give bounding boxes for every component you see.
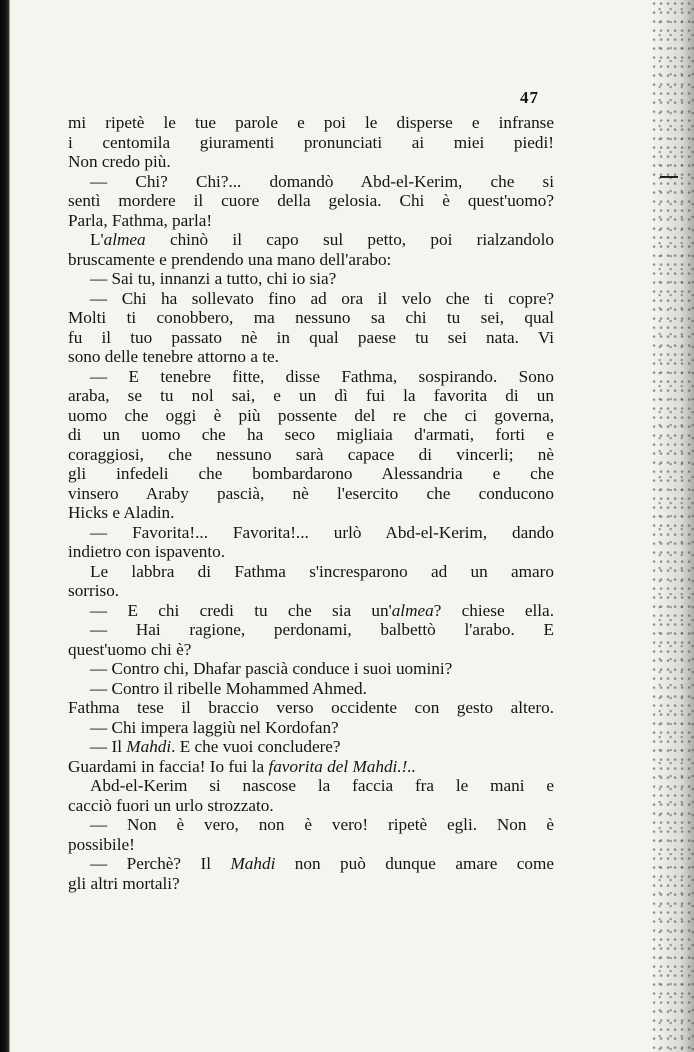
text-line [68,659,554,679]
text-line [68,328,554,348]
text-segment: Non credo più. [68,152,171,171]
text-segment: — Contro chi, Dhafar pascià conduce i suoi uomini? [90,659,453,678]
text-segment: cacciò fuori un urlo strozzato. [68,795,274,815]
text-segment: — Chi ha sollevato fino ad ora il velo che ti copre? [90,288,554,308]
text-line [68,620,554,640]
text-segment: Le labbra di Fathma s'incresparono ad un amaro [90,561,554,581]
text-line [68,133,554,153]
text-line [68,718,554,738]
text-segment: Molti ti conobbero, ma nessuno sa chi tu sei, qual [68,308,554,327]
text-segment: L' [90,230,104,249]
text-line [68,425,554,445]
text-line [68,113,554,133]
text-line [68,367,554,387]
text-line [68,211,554,231]
text-line [68,347,554,367]
text-line [68,484,554,504]
text-line [68,406,554,426]
text-line [68,601,554,621]
text-segment: — Favorita!... Favorita!... urlò Abd-el-Kerim, dando [90,522,554,542]
text-segment: gli infedeli che bombardarono Alessandria e che [68,464,554,483]
text-segment: — Hai ragione, perdonami, balbettò l'arabo. E [90,620,554,639]
text-segment: fu il tuo passato nè in qual paese tu sei nata. Vi [68,327,554,347]
text-segment: . E che vuoi concludere? [171,737,341,756]
text-segment: Parla, Fathma, parla! [68,210,213,230]
text-segment: gli altri mortali? [68,873,180,893]
text-line [68,835,554,855]
text-segment: — Non è vero, non è vero! ripetè egli. Non è [90,815,554,834]
text-segment: di un uomo che ha seco migliaia d'armati, forti e [68,425,554,444]
text-line [68,874,554,894]
text-line [68,679,554,699]
text-segment: — Chi? Chi?... domandò Abd-el-Kerim, che si [90,171,554,191]
italic-text: favorita del Mahdi.!.. [268,756,416,776]
text-segment: — Chi impera laggiù nel Kordofan? [90,717,339,737]
text-line [68,250,554,270]
text-line [68,698,554,718]
text-segment: possibile! [68,834,135,854]
italic-text: almea [103,230,146,249]
text-line [68,542,554,562]
text-line [68,523,554,543]
text-segment: bruscamente e prendendo una mano dell'arabo: [68,249,392,269]
text-segment: — Sai tu, innanzi a tutto, chi io sia? [90,269,337,288]
text-line [68,503,554,523]
text-line [68,152,554,172]
text-segment: indietro con ispavento. [68,542,226,561]
text-line [68,562,554,582]
text-line [68,737,554,757]
text-line [68,172,554,192]
text-segment: — Il [90,737,127,756]
text-segment: — E chi credi tu che sia un' [90,600,392,620]
text-line [68,445,554,465]
text-segment: Fathma tese il braccio verso occidente con gesto altero. [68,698,554,717]
text-segment: Hicks e Aladin. [68,503,175,522]
text-line [68,464,554,484]
text-line [68,854,554,874]
text-segment: — E tenebre fitte, disse Fathma, sospirando. Sono [90,366,554,386]
text-segment: sentì mordere il cuore della gelosia. Chi è quest'uomo? [68,191,554,210]
text-line [68,640,554,660]
text-line [68,796,554,816]
text-segment: i centomila giuramenti pronunciati ai miei piedi! [68,132,554,152]
text-line [68,230,554,250]
page-edge-speckle [652,0,694,1052]
text-line [68,386,554,406]
text-segment: araba, se tu nol sai, e un dì fui la favorita di un [68,386,554,405]
body-text [68,113,554,893]
text-line [68,815,554,835]
text-line [68,289,554,309]
text-line [68,757,554,777]
text-line [68,191,554,211]
text-segment: — Contro il ribelle Mohammed Ahmed. [90,678,367,698]
text-segment: Guardami in faccia! Io fui la [68,756,269,776]
text-segment: Abd-el-Kerim si nascose la faccia fra le mani e [90,776,554,795]
text-line [68,269,554,289]
text-segment: coraggiosi, che nessuno sarà capace di vincerli; nè [68,444,554,464]
text-segment: quest'uomo chi è? [68,639,192,659]
text-segment: uomo che oggi è più possente del re che ci governa, [68,405,554,425]
text-segment: vinsero Araby pascià, nè l'esercito che conducono [68,483,554,503]
italic-text: almea [391,600,434,620]
text-line [68,308,554,328]
page-number: 47 [520,88,539,107]
italic-text: Mahdi [126,737,172,756]
margin-mark [660,176,678,178]
text-segment: sorriso. [68,581,120,600]
text-segment: sono delle tenebre attorno a te. [68,347,279,366]
text-segment: — Perchè? Il [90,854,231,873]
text-segment: ? chiese ella. [433,600,554,620]
book-spine-shadow [0,0,10,1052]
text-line [68,776,554,796]
text-segment: non può dunque amare come [275,854,554,873]
text-segment: chinò il capo sul petto, poi rialzandolo [145,230,554,249]
text-line [68,581,554,601]
text-segment: mi ripetè le tue parole e poi le disperse e infranse [68,113,554,132]
italic-text: Mahdi [230,854,276,873]
